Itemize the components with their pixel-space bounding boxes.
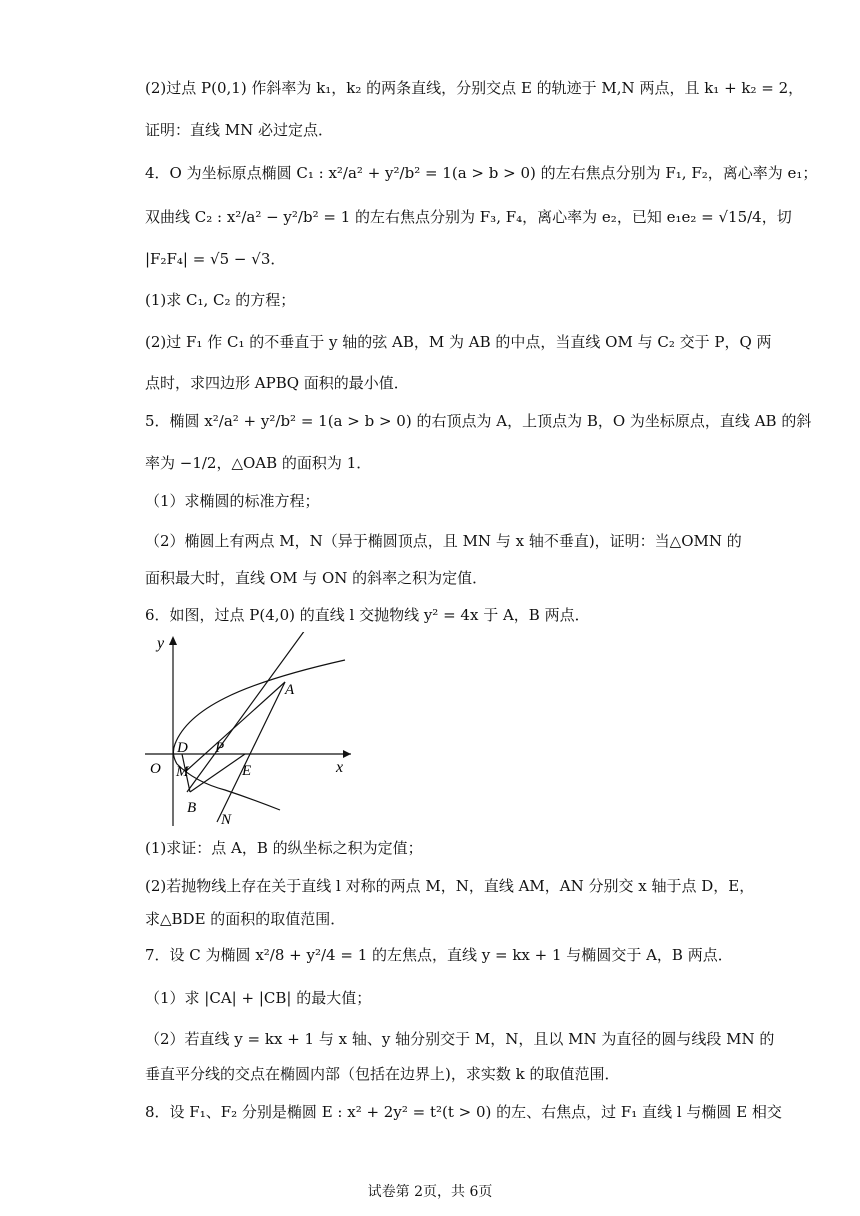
text-line: (2)若抛物线上存在关于直线 l 对称的两点 M，N，直线 AM，AN 分别交 x 轴于点 D，E， [145, 877, 755, 895]
text-line: (1)求 C₁, C₂ 的方程； [145, 291, 296, 309]
label-a: A [285, 682, 295, 698]
label-e: E [242, 763, 252, 779]
label-d: D [177, 740, 188, 756]
text-line: 求△BDE 的面积的取值范围． [145, 910, 346, 928]
text-line: 面积最大时，直线 OM 与 ON 的斜率之积为定值． [145, 569, 488, 587]
line-an [217, 682, 285, 822]
text-line: 垂直平分线的交点在椭圆内部（包括在边界上)，求实数 k 的取值范围． [145, 1065, 620, 1083]
label-x: x [336, 759, 344, 776]
label-p: P [215, 740, 225, 756]
text-line: (1)求证：点 A，B 的纵坐标之积为定值； [145, 839, 423, 857]
text-line: 双曲线 C₂ : x²/a² − y²/b² = 1 的左右焦点分别为 F₃, F₄，离心率为 e₂，已知 e₁e₂ = √15/4，切 [145, 208, 792, 226]
text-line: 点时，求四边形 APBQ 面积的最小值． [145, 374, 409, 392]
label-b: B [187, 800, 197, 816]
label-y: y [157, 635, 165, 652]
text-line: （2）椭圆上有两点 M，N（异于椭圆顶点，且 MN 与 x 轴不垂直)，证明：当△OMN 的 [145, 532, 742, 550]
text-line: （2）若直线 y = kx + 1 与 x 轴、y 轴分别交于 M，N，且以 MN 为直径的圆与线段 MN 的 [145, 1030, 775, 1048]
page-footer: 试卷第 2页，共 6页 [367, 1184, 493, 1200]
problem-8-line: 8．设 F₁、F₂ 分别是椭圆 E : x² + 2y² = t²(t > 0) 的左、右焦点，过 F₁ 直线 l 与椭圆 E 相交 [145, 1103, 782, 1121]
text-line: （1）求 |CA| + |CB| 的最大值； [145, 989, 372, 1007]
text-line: 证明：直线 MN 必过定点． [145, 121, 334, 139]
text-line: (2)过 F₁ 作 C₁ 的不垂直于 y 轴的弦 AB，M 为 AB 的中点，当直线 OM 与 C₂ 交于 P，Q 两 [145, 333, 772, 351]
text-line: （1）求椭圆的标准方程； [145, 492, 320, 510]
y-axis-arrow [169, 636, 177, 645]
problem-7-line: 7．设 C 为椭圆 x²/8 + y²/4 = 1 的左焦点，直线 y = kx + 1 与椭圆交于 A，B 两点． [145, 946, 733, 964]
label-o: O [150, 761, 161, 777]
text-line: (2)过点 P(0,1) 作斜率为 k₁，k₂ 的两条直线，分别交点 E 的轨迹于 M,N 两点，且 k₁ + k₂ = 2， [145, 79, 804, 97]
problem-4-line: 4．O 为坐标原点椭圆 C₁ : x²/a² + y²/b² = 1(a > b > 0) 的左右焦点分别为 F₁, F₂，离心率为 e₁； [145, 164, 818, 182]
label-n: N [221, 812, 232, 826]
text-line: |F₂F₄| = √5 − √3． [145, 250, 286, 268]
x-axis-arrow [343, 750, 351, 758]
label-m: M [176, 764, 189, 780]
problem-6-line: 6．如图，过点 P(4,0) 的直线 l 交抛物线 y² = 4x 于 A，B 两点． [145, 606, 590, 624]
problem-5-line: 5．椭圆 x²/a² + y²/b² = 1(a > b > 0) 的右顶点为 A，上顶点为 B，O 为坐标原点，直线 AB 的斜 [145, 412, 812, 430]
parabola-figure [145, 632, 355, 826]
text-line: 率为 −1/2，△OAB 的面积为 1． [145, 454, 372, 472]
line-am [185, 682, 285, 772]
